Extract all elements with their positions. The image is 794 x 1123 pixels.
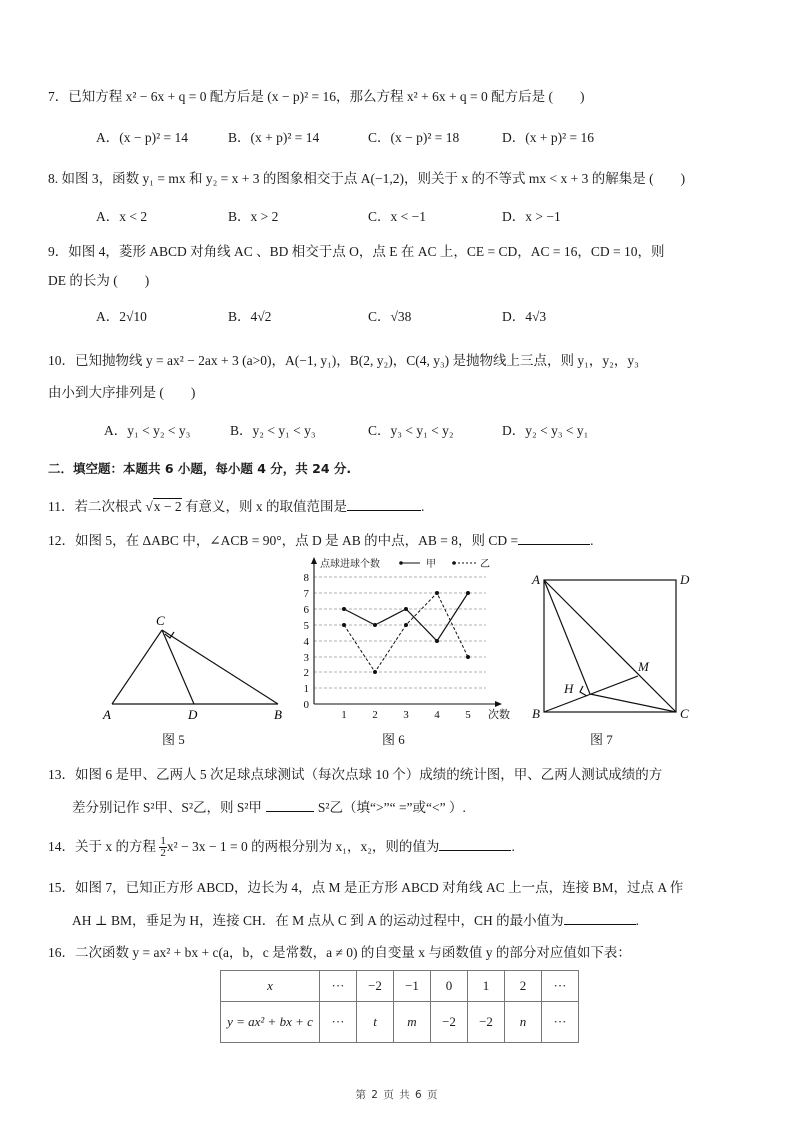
q14-end: . [511,839,515,854]
fig7-label-c: C [680,706,689,721]
q13-answer-blank[interactable] [266,797,314,812]
fig5-label-d: D [188,707,198,722]
table-cell: ··· [542,971,579,1002]
ytick-5: 5 [303,620,309,632]
fig7-label-a: A [532,572,540,587]
fig7-label-m: M [638,659,649,674]
q13-line2-post: S²乙（填“>”“ =”或“<” ）. [317,800,466,815]
q13-line2-pre: 差分别记作 S²甲、S²乙，则 S²甲 [72,800,262,815]
table-cell: 0 [431,971,468,1002]
q7-option-d: D．(x + p)² = 16 [502,130,595,145]
q8-option-a: A．x < 2 [96,209,148,224]
xtick-3: 3 [403,709,409,721]
figure-7-square [528,568,708,723]
q15-end: . [635,913,639,928]
fig5-label-a: A [103,707,111,722]
table-cell: x [221,971,320,1002]
q7-option-a: A．(x − p)² = 14 [96,130,189,145]
q11-post: 有意义，则 x 的取值范围是 [181,499,348,514]
q15-line2 [72,910,639,930]
q8-option-d: D．x > −1 [502,209,561,224]
series-jia-line [344,593,468,641]
q15-answer-blank[interactable] [564,910,636,925]
q10-stem-line1: 10．已知抛物线 y = ax² − 2ax + 3 (a>0)，A(−1, y₁)，B(2, y₂)，C(4, y₃) 是抛物线上三点，则 y₁，y₂，y₃ [48,353,639,368]
q10-option-b: B．y₂ < y₁ < y₃ [230,423,316,438]
x-axis-label: 次数 [488,708,510,721]
q16-value-table [220,970,579,1043]
q10-option-c: C．y₃ < y₁ < y₂ [368,423,454,438]
q11-pre: 11．若二次根式 [48,499,146,514]
sqrt-symbol-icon: √ [145,499,153,514]
table-cell: −2 [357,971,394,1002]
chart-axes [314,561,496,704]
table-cell: −1 [394,971,431,1002]
q12-stem [48,530,594,550]
fig5-caption: 图 5 [162,732,185,747]
chart-gridlines [314,577,486,688]
ytick-8: 8 [303,572,309,584]
figure-6-line-chart [296,555,518,725]
q8-option-c: C．x < −1 [368,209,426,224]
q12-pre: 12．如图 5，在 ΔABC 中，∠ACB = 90°，点 D 是 AB 的中点，AB = 8，则 CD = [48,533,519,548]
fig7-label-b: B [532,706,540,721]
legend-jia-label: 甲 [426,559,436,570]
table-cell: y = ax² + bx + c [221,1002,320,1043]
q13-line2 [72,797,466,817]
table-row-x [221,971,579,1002]
q14-answer-blank[interactable] [439,836,511,851]
q7-stem: 7．已知方程 x² − 6x + q = 0 配方后是 (x − p)² = 16，那么方程 x² + 6x + q = 0 配方后是 ( ) [48,89,585,104]
y-axis-label: 点球进球个数 [320,559,380,570]
q12-end: . [590,533,594,548]
q9-option-b: B．4√2 [228,309,272,324]
q12-answer-blank[interactable] [518,530,590,545]
q15-line1: 15．如图 7，已知正方形 ABCD，边长为 4，点 M 是正方形 ABCD 对角线 AC 上一点，连接 BM，过点 A 作 [48,880,684,895]
ytick-0: 0 [303,699,309,711]
fig7-caption: 图 7 [590,732,613,747]
table-cell: 2 [505,971,542,1002]
y-axis-arrow-icon [311,557,317,564]
table-cell: t [357,1002,394,1043]
q14-mid: x² − 3x − 1 = 0 的两根分别为 x₁，x₂，则的值为 [166,839,440,854]
q9-option-d: D．4√3 [502,309,547,324]
table-cell: ··· [542,1002,579,1043]
fraction-one-half [159,836,167,859]
series-yi-points [342,591,470,674]
ytick-1: 1 [303,683,309,695]
figure-5-triangle [100,610,300,725]
q9-option-a: A．2√10 [96,309,147,324]
q7-option-c: C．(x − p)² = 18 [368,130,460,145]
fig7-label-h: H [564,681,574,696]
q9-stem-line1: 9．如图 4，菱形 ABCD 对角线 AC 、BD 相交于点 O，点 E 在 AC 上，CE = CD，AC = 16，CD = 10，则 [48,244,665,259]
page-footer: 第 2 页 共 6 页 [355,1089,439,1101]
q11-stem [48,496,424,516]
x-axis-arrow-icon [495,701,502,707]
section-heading: 二．填空题：本题共 6 小题，每小题 4 分，共 24 分. [48,461,352,476]
table-cell: −2 [468,1002,505,1043]
series-jia-points [342,591,470,643]
table-cell: ··· [320,971,357,1002]
q14-stem [48,836,515,859]
q10-stem-line2: 由小到大序排列是 ( ) [48,385,196,400]
fig6-caption: 图 6 [382,732,405,747]
q11-end: . [421,499,425,514]
table-cell: −2 [431,1002,468,1043]
ytick-2: 2 [303,667,309,679]
legend-yi-label: 乙 [480,559,490,570]
table-cell: m [394,1002,431,1043]
q9-stem-line2: DE 的长为 ( ) [48,273,150,288]
table-row-y [221,1002,579,1043]
ytick-4: 4 [303,636,309,648]
q11-answer-blank[interactable] [347,496,421,511]
fig5-label-b: B [274,707,282,722]
xtick-4: 4 [434,709,440,721]
q9-option-c: C．√38 [368,309,412,324]
q11-radicand: x − 2 [153,499,182,514]
q10-option-d: D．y₂ < y₃ < y₁ [502,423,589,438]
q8-option-b: B．x > 2 [228,209,279,224]
fig5-label-c: C [156,613,165,628]
table-cell: ··· [320,1002,357,1043]
series-yi-line [344,593,468,672]
xtick-2: 2 [372,709,378,721]
ytick-7: 7 [303,588,309,600]
xtick-1: 1 [341,709,347,721]
q16-stem: 16．二次函数 y = ax² + bx + c(a，b，c 是常数，a ≠ 0) 的自变量 x 与函数值 y 的部分对应值如下表： [48,945,631,960]
fig7-label-d: D [680,572,690,587]
ytick-6: 6 [303,604,309,616]
xtick-5: 5 [465,709,471,721]
table-cell: n [505,1002,542,1043]
table-cell: 1 [468,971,505,1002]
frac-num: 1 [160,835,166,848]
q10-option-a: A．y₁ < y₂ < y₃ [104,423,191,438]
q14-pre: 14．关于 x 的方程 [48,839,160,854]
q7-option-b: B．(x + p)² = 14 [228,130,320,145]
frac-den: 2 [160,847,166,860]
q13-line1: 13．如图 6 是甲、乙两人 5 次足球点球测试（每次点球 10 个）成绩的统计图，甲、乙两人测试成绩的方 [48,767,663,782]
ytick-3: 3 [303,652,309,664]
q8-stem: 8. 如图 3，函数 y₁ = mx 和 y₂ = x + 3 的图象相交于点 A(−1,2)，则关于 x 的不等式 mx < x + 3 的解集是 ( ) [48,171,686,186]
q15-line2-text: AH ⊥ BM，垂足为 H，连接 CH．在 M 点从 C 到 A 的运动过程中，CH 的最小值为 [72,913,564,928]
